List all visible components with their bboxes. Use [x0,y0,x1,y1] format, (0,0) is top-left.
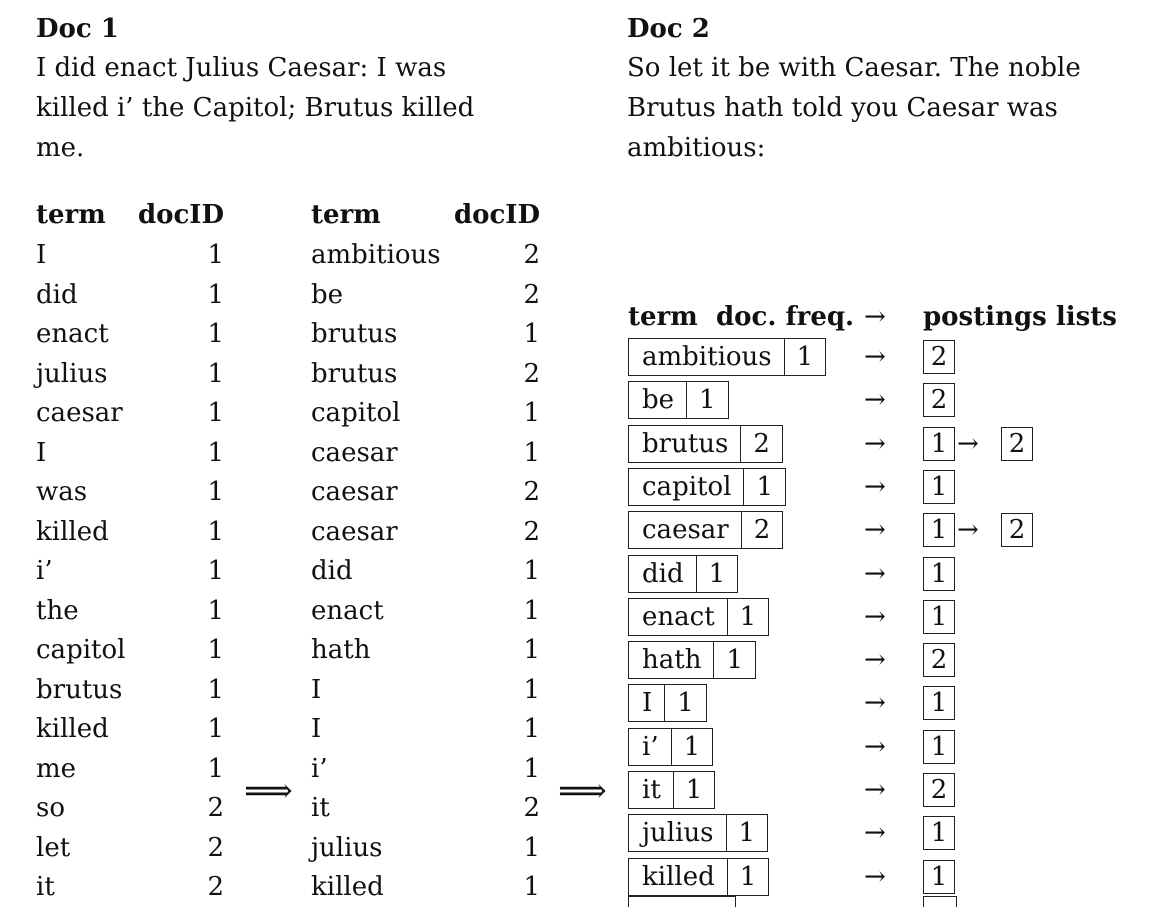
doc2-line: ambitious: [627,133,766,163]
table-cell-term: I [311,675,322,705]
table-cell-docid: 2 [523,477,540,507]
table-cell-docid: 1 [523,872,540,902]
dict-term: caesar [642,515,729,545]
doc2-line: So let it be with Caesar. The noble [627,53,1081,83]
table-cell-term: I [36,240,47,270]
table-cell-docid: 2 [207,872,224,902]
pointer-arrow-icon: → [864,515,886,545]
table-cell-docid: 2 [523,240,540,270]
dict-entry [628,641,756,679]
dict-freq: 1 [784,339,826,375]
posting-docid: 1 [923,600,955,634]
dict-entry [628,338,826,376]
dict-freq: 1 [671,729,713,765]
table-cell-docid: 1 [207,438,224,468]
pointer-arrow-icon: → [864,818,886,848]
posting-docid: 1 [923,470,955,504]
table-cell-docid: 2 [523,280,540,310]
dict-term: I [642,688,653,718]
dict-term: brutus [642,429,729,459]
dict-entry [628,771,715,809]
pointer-arrow-icon: → [864,602,886,632]
table-cell-term: caesar [311,438,398,468]
dict-header-freq: doc. freq. [716,302,855,332]
table-cell-docid: 1 [523,675,540,705]
table-cell-docid: 1 [207,398,224,428]
dict-freq: 2 [741,512,783,548]
table-cell-term: it [311,793,330,823]
table-cell-docid: 1 [523,754,540,784]
table-cell-docid: 1 [523,319,540,349]
table-cell-docid: 1 [207,714,224,744]
table-cell-term: it [36,872,55,902]
table-cell-docid: 2 [523,517,540,547]
doc1-line: I did enact Julius Caesar: I was [36,53,447,83]
dict-term: enact [642,602,715,632]
table-cell-term: killed [36,714,109,744]
table-cell-term: me [36,754,77,784]
table-cell-term: did [36,280,78,310]
table-cell-term: be [311,280,344,310]
table-cell-docid: 1 [207,596,224,626]
dict-term: did [642,559,684,589]
table-cell-term: capitol [36,635,126,665]
postings-partial-row [923,896,957,907]
table-cell-term: I [311,714,322,744]
pointer-arrow-icon: → [864,559,886,589]
dict-freq: 1 [727,859,769,895]
table-cell-term: caesar [36,398,123,428]
pointer-arrow-icon: → [864,429,886,459]
table-cell-docid: 1 [207,280,224,310]
dict-header-term: term [628,302,698,332]
dict-entry [628,468,786,506]
table-cell-term: caesar [311,477,398,507]
posting-docid: 1 [923,860,955,894]
dict-term: be [642,385,675,415]
posting-docid: 1 [923,427,955,461]
table-cell-docid: 2 [523,359,540,389]
dict-freq: 1 [727,599,769,635]
dict-entry [628,858,769,896]
posting-docid: 2 [923,773,955,807]
table-cell-docid: 1 [523,635,540,665]
table-cell-term: i’ [311,754,328,784]
table-cell-term: brutus [36,675,123,705]
pointer-arrow-icon: → [864,472,886,502]
posting-docid: 2 [1001,427,1033,461]
table-cell-docid: 1 [207,240,224,270]
posting-docid: 1 [923,513,955,547]
table-cell-term: the [36,596,79,626]
pointer-arrow-icon: → [864,732,886,762]
table1-header-docid: docID [137,200,224,230]
table-cell-docid: 1 [207,754,224,784]
table-cell-term: killed [311,872,384,902]
table-cell-docid: 1 [207,556,224,586]
dict-entry [628,425,783,463]
dict-term: hath [642,645,702,675]
table-cell-term: so [36,793,65,823]
table-cell-term: let [36,833,71,863]
dict-term: it [642,775,661,805]
doc2-title: Doc 2 [627,14,710,44]
pointer-arrow-icon: → [864,862,886,892]
dict-freq: 2 [740,426,782,462]
dict-freq: 1 [686,382,728,418]
table-cell-docid: 1 [523,438,540,468]
dict-term: ambitious [642,342,772,372]
table-cell-term: enact [311,596,384,626]
dict-term: i’ [642,732,659,762]
table-cell-docid: 1 [207,517,224,547]
table-cell-docid: 1 [207,635,224,665]
table-cell-term: killed [36,517,109,547]
posting-docid: 2 [923,340,955,374]
table-cell-term: I [36,438,47,468]
pointer-arrow-icon: → [864,775,886,805]
table2-header-term: term [311,200,381,230]
double-arrow-icon: ⟹ [244,771,293,811]
posting-docid: 1 [923,557,955,591]
table-cell-term: was [36,477,88,507]
dict-partial-row [628,896,736,907]
postings-link-arrow-icon: → [957,515,979,545]
dict-freq: 1 [743,469,785,505]
table-cell-term: caesar [311,517,398,547]
posting-docid: 1 [923,730,955,764]
dict-term: julius [642,818,714,848]
dict-entry [628,728,713,766]
table-cell-term: capitol [311,398,401,428]
table-cell-term: brutus [311,319,398,349]
dict-entry [628,814,768,852]
doc2-line: Brutus hath told you Caesar was [627,93,1058,123]
dict-term: killed [642,862,715,892]
dict-term: capitol [642,472,732,502]
dict-header-arrow-icon: → [864,302,886,332]
table-cell-docid: 2 [523,793,540,823]
table-cell-docid: 1 [523,714,540,744]
posting-docid: 2 [923,643,955,677]
dict-entry [628,511,783,549]
table-cell-docid: 1 [523,398,540,428]
pointer-arrow-icon: → [864,645,886,675]
table-cell-term: hath [311,635,371,665]
table-cell-docid: 2 [207,833,224,863]
table-cell-docid: 1 [523,556,540,586]
table-cell-docid: 1 [207,359,224,389]
dict-entry [628,555,738,593]
table-cell-docid: 1 [207,319,224,349]
posting-docid: 2 [1001,513,1033,547]
table-cell-term: enact [36,319,109,349]
table-cell-docid: 1 [207,675,224,705]
table-cell-docid: 1 [523,596,540,626]
postings-link-arrow-icon: → [957,429,979,459]
dict-freq: 1 [726,815,768,851]
dict-freq: 1 [664,685,706,721]
dict-entry [628,684,707,722]
doc1-line: me. [36,133,85,163]
doc2-text [627,48,1147,168]
doc1-text [36,48,596,168]
dict-freq: 1 [673,772,715,808]
pointer-arrow-icon: → [864,385,886,415]
table-cell-term: julius [36,359,108,389]
table-cell-term: i’ [36,556,53,586]
table-cell-term: did [311,556,353,586]
posting-docid: 1 [923,816,955,850]
pointer-arrow-icon: → [864,688,886,718]
dict-header-postings: postings lists [923,302,1117,332]
dict-freq: 1 [696,556,738,592]
posting-docid: 1 [923,686,955,720]
dict-entry [628,598,769,636]
table-cell-docid: 2 [207,793,224,823]
double-arrow-icon: ⟹ [558,771,607,811]
doc1-line: killed i’ the Capitol; Brutus killed [36,93,475,123]
table1-header-term: term [36,200,106,230]
dict-entry [628,381,729,419]
table-cell-docid: 1 [207,477,224,507]
pointer-arrow-icon: → [864,342,886,372]
doc1-title: Doc 1 [36,14,119,44]
table2-header-docid: docID [453,200,540,230]
dict-freq: 1 [713,642,755,678]
table-cell-term: julius [311,833,383,863]
table-cell-term: brutus [311,359,398,389]
posting-docid: 2 [923,383,955,417]
table-cell-term: ambitious [311,240,441,270]
table-cell-docid: 1 [523,833,540,863]
